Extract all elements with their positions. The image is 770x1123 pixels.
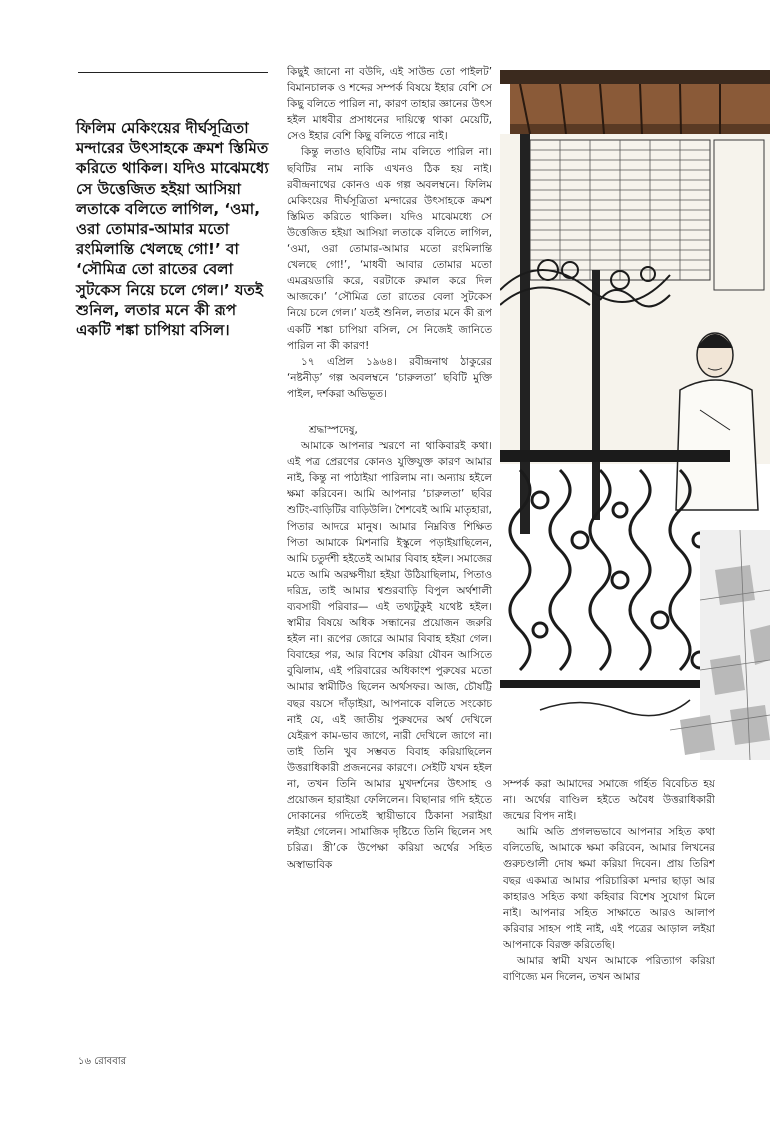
paragraph: কিন্তু লতাও ছবিটির নাম বলিতে পারিল না। ছবিটির নাম নাকি এখনও ঠিক হয় নাই। রবীন্দ্রনাথের কোনও এক গল্প অবলম্বনে। ফিলিম মেকিংয়ের দীর্ঘসূত্রিতা মন্দারের উৎসাহকে ক্রমশ স্তিমিত করিতে থাকিল। যদিও মাঝেমধ্যে সে উত্তেজিত হইয়া আসিয়া লতাকে বলিতে লাগিল, ‘ওমা, ওরা তোমার-আমার মতো রংমিলান্তি খেলছে গো!’, ‘মাধবী আবার তোমার মতো এমব্রয়ডারি করে, বরটাকে রুমাল করে দিল আজকে।’ ‘সৌমিত্র তো রাতের বেলা সুটকেস নিয়ে চলে গেল।’ যতই শুনিল, লতার মনে কী রূপ একটি শঙ্কা চাপিয়া বসিল, সে নিজেই জানিতে পারিল না কী কারণ!: [287, 146, 492, 352]
paragraph: ১৭ এপ্রিল ১৯৬৪। রবীন্দ্রনাথ ঠাকুরের ‘নষ্টনীড়’ গল্প অবলম্বনে ‘চারুলতা’ ছবিটি মুক্তি পাইল, দর্শকরা অভিভূত।: [287, 355, 492, 400]
column-two: [287, 64, 492, 1074]
column-three: [503, 776, 715, 1076]
page-folio: ১৬ রোববার: [78, 1056, 127, 1067]
pull-quote: ফিলিম মেকিংয়ের দীর্ঘসূত্রিতা মন্দারের উৎসাহকে ক্রমশ স্তিমিত করিতে থাকিল। যদিও মাঝেমধ্যে সে উত্তেজিত হইয়া আসিয়া লতাকে বলিতে লাগিল, ‘ওমা, ওরা তোমার-আমার মতো রংমিলান্তি খেলছে গো!’ বা ‘সৌমিত্র তো রাতের বেলা সুটকেস নিয়ে চলে গেল।’ যতই শুনিল, লতার মনে কী রূপ একটি শঙ্কা চাপিয়া বসিল।: [76, 119, 269, 340]
salutation: শ্রদ্ধাস্পদেষু,: [309, 423, 358, 436]
paragraph: আমি অতি প্রগলভভাবে আপনার সহিত কথা বলিতেছি, আমাকে ক্ষমা করিবেন, আমার লিখনের গুরুচণ্ডালী দোষ ক্ষমা করিয়া দিবেন। প্রায় তিরিশ বছর একমাত্র আমার পরিচারিকা মন্দার ছাড়া আর কাহারও সহিত কথা কহিবার বিশেষ সুযোগ মিলে নাই। আপনার সহিত সাক্ষাতে আরও আলাপ করিবার সাহস পাই নাই, এই পত্রের আড়াল লইয়া আপনাকে বিরক্ত করিতেছি।: [503, 826, 715, 951]
illustration-veranda-with-man-icon: [500, 70, 770, 760]
paragraph: সম্পর্ক করা আমাদের সমাজে গর্হিত বিবেচিত হয় না। অর্থের বাণ্ডিল হইতে অবৈধ উত্তরাধিকারী জন্মের বিপদ নাই।: [503, 778, 715, 823]
paragraph: আমার স্বামী যখন আমাকে পরিত্যাগ করিয়া বাণিজ্যে মন দিলেন, তখন আমার: [503, 955, 715, 984]
illustration: [500, 70, 770, 760]
top-rule: [78, 72, 268, 73]
paragraph: কিছুই জানো না বউদি, এই সাউন্ড তো পাইলট’ বিমানচালক ও শব্দের সম্পর্ক বিষয়ে ইহার বেশি সে কিছু বলিতে পারিল না, কারণ তাহার জ্ঞানের উৎস হইল মাধবীর প্রসাধনের দায়িত্বে থাকা মেয়েটি, সেও ইহার বেশি কিছু বলিতে পারে নাই।: [287, 66, 492, 143]
paragraph: আমাকে আপনার স্মরণে না থাকিবারই কথা। এই পত্র প্রেরণের কোনও যুক্তিযুক্ত কারণ আমার নাই, কিন্তু না পাঠাইয়া পারিলাম না। অন্যায় হইলে ক্ষমা করিবেন। আমি আপনার ‘চারুলতা’ ছবির শুটিং-বাড়িটির বাড়িউলি। শৈশবেই আমি মাতৃহারা, পিতার আদরে মানুষ। আমার নিম্নবিত্ত শিক্ষিত পিতা আমাকে মিশনারি ইস্কুলে পড়াইয়াছিলেন, আমি চতুর্দশী হইতেই আমার বিবাহ হইল। সমাজের মতে আমি অরক্ষণীয়া হইয়া উঠিয়াছিলাম, পিতাও দরিদ্র, তাই আমার শ্বশুরবাড়ি বিপুল অর্থশালী ব্যবসায়ী পরিবার— এই তথ্যটুকুই যথেষ্ট হইল। স্বামীর বিষয়ে অধিক সন্ধানের প্রয়োজন জরুরি হইল না। রূপের জোরে আমার বিবাহ হইয়া গেল। বিবাহের পর, আর বিশেষ করিয়া যৌবন আসিতে বুঝিলাম, এই পরিবারের অধিকাংশ পুরুষের মতো আমার স্বামীটিও ছিলেন অর্থসফর। আজ, চৌষট্টি বছর বয়সে দাঁড়াইয়া, আপনাকে বলিতে সংকোচ নাই যে, এই জাতীয় পুরুষদের অর্থ দেখিলে যেইরূপ কাম-ভাব জাগে, নারী দেখিলে জাগে না। তাই তিনি খুব সম্ভবত বিবাহ করিয়াছিলেন উত্তরাধিকারী প্রজননের কারণে। সেইটি যখন হইল না, তখন তিনি আমার মুখদর্শনের উৎসাহ ও প্রয়োজন হারাইয়া ফেলিলেন। বিছানার গদি হইতে দোকানের গদিতেই স্থায়ীভাবে ঠিকানা সরাইয়া লইয়া গেলেন। সামাজিক দৃষ্টিতে তিনি ছিলেন সৎ চরিত্র। স্ত্রী’কে উপেক্ষা করিয়া অর্থের সহিত অস্বাভাবিক: [287, 440, 492, 871]
